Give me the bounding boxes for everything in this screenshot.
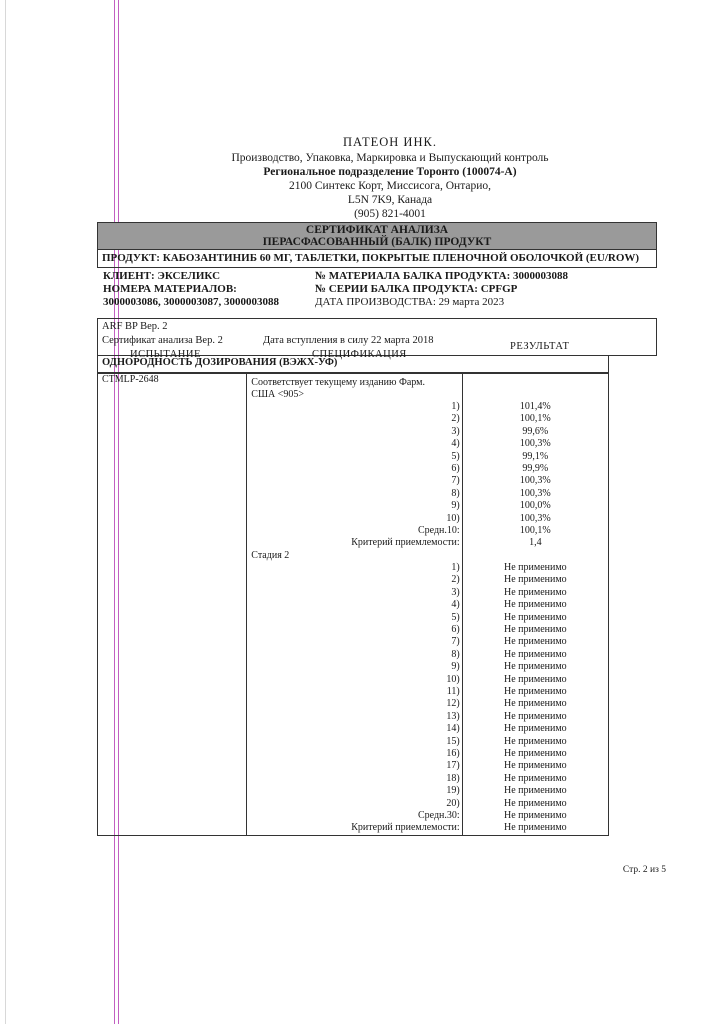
certificate-title: СЕРТИФИКАТ АНАЛИЗА xyxy=(305,224,449,236)
effective-date: Дата вступления в силу 22 марта 2018 xyxy=(263,335,434,346)
arf-box xyxy=(97,318,657,360)
certificate-info xyxy=(97,268,657,314)
section-title: ОДНОРОДНОСТЬ ДОЗИРОВАНИЯ (ВЭЖХ-УФ) xyxy=(97,356,609,373)
client: КЛИЕНТ: ЭКСЕЛИКС xyxy=(103,270,221,282)
header-line: Региональное подразделение Торонто (100074-А) xyxy=(263,166,517,178)
spec-text: Соответствует текущему изданию Фарм. США <905> xyxy=(251,377,425,400)
certificate-subtitle: ПЕРАСФАСОВАННЫЙ (БАЛК) ПРОДУКТ xyxy=(262,236,492,248)
materials: 3000003086, 3000003087, 3000003088 xyxy=(103,296,279,308)
results-table xyxy=(97,373,609,836)
column-header-spec: СПЕЦИФИКАЦИЯ xyxy=(312,349,407,360)
client-block xyxy=(103,270,279,309)
result-column xyxy=(462,374,608,836)
company-name: ПАТЕОН ИНК. xyxy=(343,135,437,149)
certificate-banner xyxy=(97,222,657,250)
company-header xyxy=(180,135,600,221)
certificate-version: Сертификат анализа Вер. 2 xyxy=(102,335,223,346)
stage1-labels: 1) 2) 3) 4) 5) 6) 7) 8) 9) 10) Средн.10: Критерий приемлемости: xyxy=(351,401,460,549)
product-line: ПРОДУКТ: КАБОЗАНТИНИБ 60 МГ, ТАБЛЕТКИ, ПОКРЫТЫЕ ПЛЕНОЧНОЙ ОБОЛОЧКОЙ (EU/ROW) xyxy=(97,250,657,268)
column-header-test: ИСПЫТАНИЕ xyxy=(130,349,201,360)
header-phone: (905) 821-4001 xyxy=(354,208,426,220)
stage2-results: Не применимо Не применимо Не применимо Не применимо Не применимо Не применимо Не применимо Не применимо Не применимо Не применимо Не применимо Не применимо Не применимо Не применимо Не применимо Не применимо Не применимо Не применимо Не применимо Не применимо Не применимо Не применимо xyxy=(504,562,567,834)
materials-label: НОМЕРА МАТЕРИАЛОВ: xyxy=(103,283,237,295)
scan-edge-line xyxy=(5,0,6,1024)
spec-column xyxy=(247,374,462,836)
arf-version: ARF BP Вер. 2 xyxy=(102,321,168,332)
stage2-label: Стадия 2 xyxy=(251,549,290,561)
certificate xyxy=(97,222,657,836)
bulk-material: № МАТЕРИАЛА БАЛКА ПРОДУКТА: 3000003088 xyxy=(315,270,568,282)
batch-number: № СЕРИИ БАЛКА ПРОДУКТА: CPFGP xyxy=(315,283,518,295)
header-line: 2100 Синтекс Корт, Миссисога, Онтарио, xyxy=(288,180,492,192)
stage1-results: 101,4% 100,1% 99,6% 100,3% 99,1% 99,9% 100,3% 100,3% 100,0% 100,3% 100,1% 1,4 xyxy=(519,401,551,549)
test-method: CTMLP-2648 xyxy=(98,374,247,836)
stage2-labels: 1) 2) 3) 4) 5) 6) 7) 8) 9) 10) 11) 12) 13) 14) 15) 16) 17) 18) 19) 20) Средн.30: Критерий приемлемости: xyxy=(351,562,460,834)
batch-block xyxy=(315,270,568,309)
column-header-result: РЕЗУЛЬТАТ xyxy=(510,341,570,352)
manufacture-date: ДАТА ПРОИЗВОДСТВА: 29 марта 2023 xyxy=(315,296,505,308)
header-line: Производство, Упаковка, Маркировка и Выпускающий контроль xyxy=(231,152,549,164)
page-number: Стр. 2 из 5 xyxy=(622,865,666,875)
header-line: L5N 7K9, Канада xyxy=(347,194,433,206)
